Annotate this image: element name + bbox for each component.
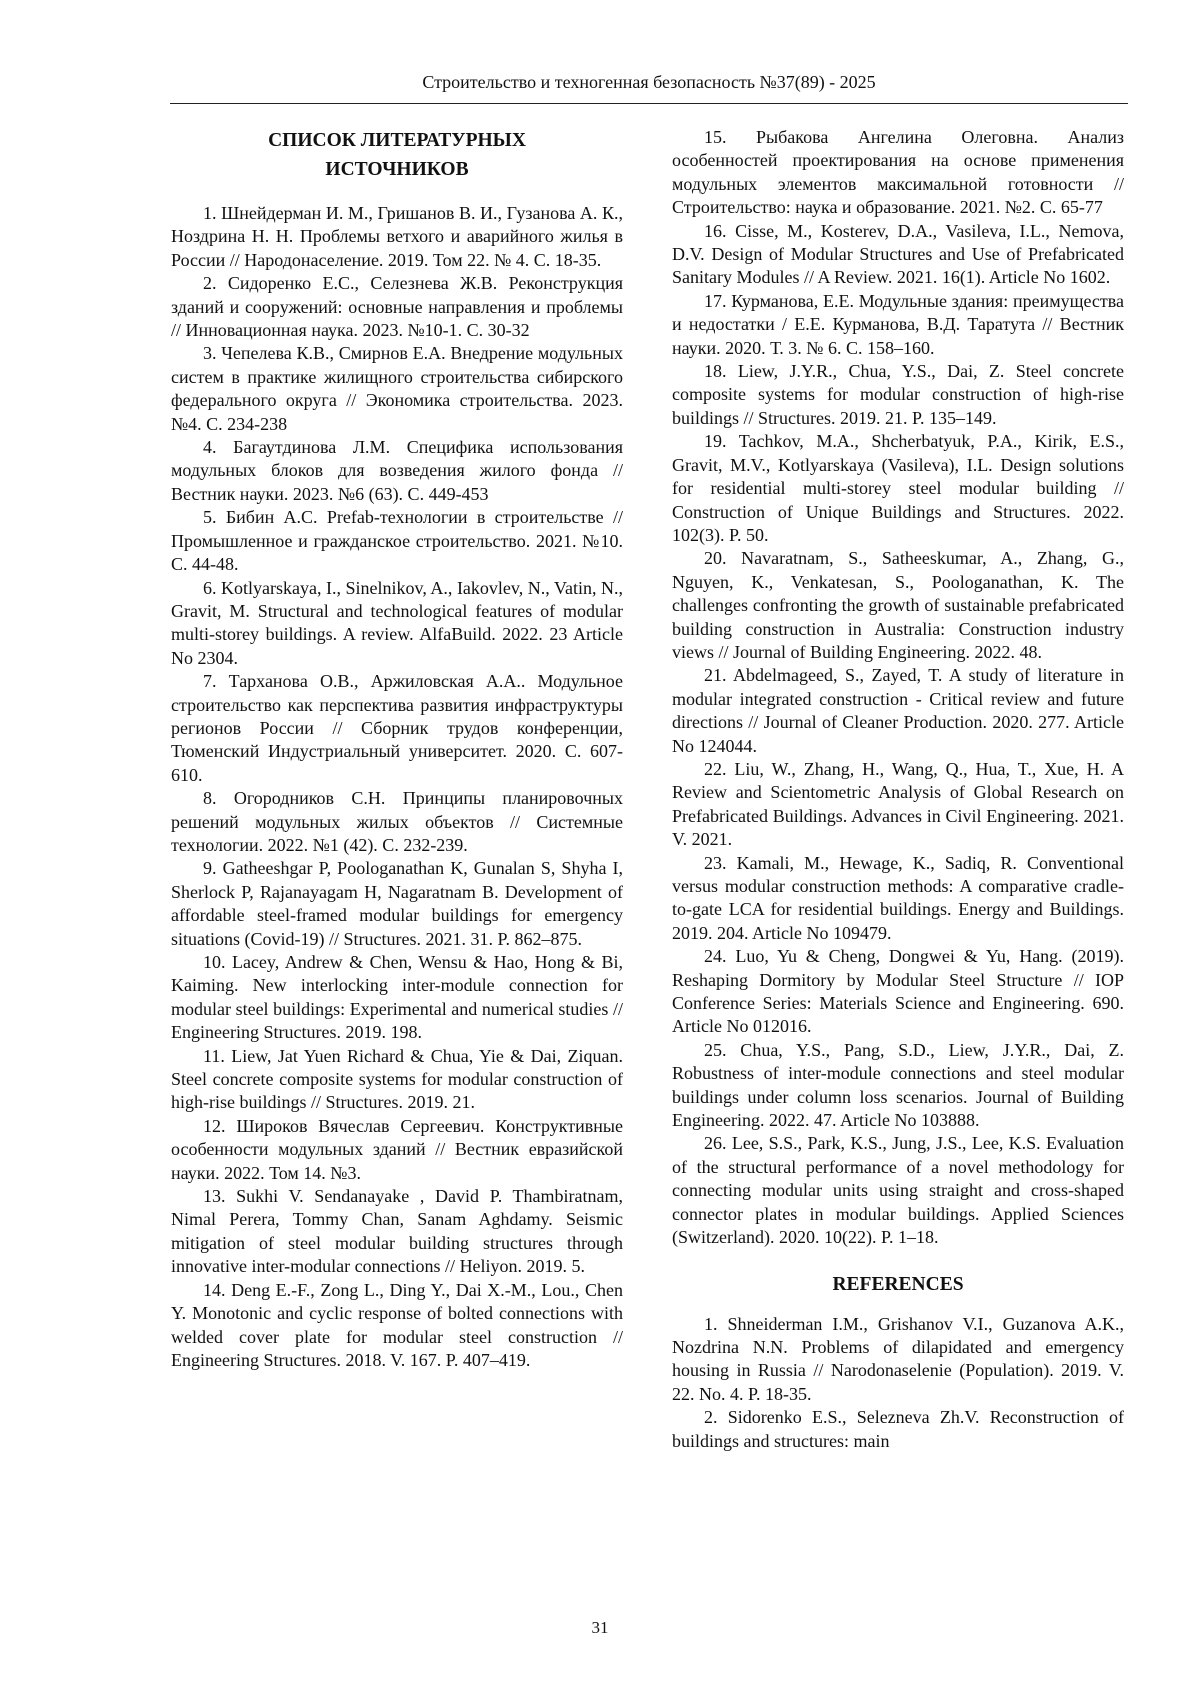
right-column — [672, 126, 1124, 1453]
reference-item: 2. Сидоренко Е.С., Селезнева Ж.В. Реконструкция зданий и сооружений: основные направления и проблемы // Инновационная наука. 2023. №10-1. С. 30-32 — [171, 273, 623, 341]
reference-item: 11. Liew, Jat Yuen Richard & Chua, Yie & Dai, Ziquan. Steel concrete composite systems for modular construction of high-rise buildings // Structures. 2019. 21. — [171, 1045, 623, 1113]
reference-item: 20. Navaratnam, S., Satheeskumar, A., Zhang, G., Nguyen, K., Venkatesan, S., Poologanathan, K. The challenges confronting the growth of sustainable prefabricated building construction in Australia: Construction industry views // Journal of Building Engineering. 2022. 48. — [672, 548, 1124, 662]
header-rule — [170, 103, 1128, 104]
reference-item: 12. Широков Вячеслав Сергеевич. Конструктивные особенности модульных зданий // Вестник евразийской науки. 2022. Том 14. №3. — [171, 1115, 623, 1183]
reference-item: 13. Sukhi V. Sendanayake , David P. Thambiratnam, Nimal Perera, Tommy Chan, Sanam Aghdamy. Seismic mitigation of steel modular building structures through innovative inter-modular connections // Heliyon. 2019. 5. — [171, 1186, 623, 1277]
reference-item: 8. Огородников С.Н. Принципы планировочных решений модульных жилых объектов // Системные технологии. 2022. №1 (42). С. 232-239. — [171, 788, 623, 855]
reference-item: 25. Chua, Y.S., Pang, S.D., Liew, J.Y.R., Dai, Z. Robustness of inter-module connections and steel modular buildings under column loss scenarios. Journal of Building Engineering. 2022. 47. Article No 103888. — [672, 1039, 1124, 1131]
reference-item: 3. Чепелева К.В., Смирнов Е.А. Внедрение модульных систем в практике жилищного строительства сибирского федерального округа // Экономика строительства. 2023. №4. С. 234-238 — [171, 343, 623, 434]
reference-item-en: 2. Sidorenko E.S., Selezneva Zh.V. Reconstruction of buildings and structures: main — [672, 1407, 1124, 1451]
reference-item: 14. Deng E.-F., Zong L., Ding Y., Dai X.-M., Lou., Chen Y. Monotonic and cyclic response of bolted connections with welded cover plate for modular steel construction // Engineering Structures. 2018. V. 167. P. 407–419. — [171, 1279, 623, 1370]
reference-item: 19. Tachkov, M.A., Shcherbatyuk, P.A., Kirik, E.S., Gravit, M.V., Kotlyarskaya (Vasileva), I.L. Design solutions for residential multi-storey steel modular building // Construction of Unique Buildings and Structures. 2022. 102(3). P. 50. — [672, 431, 1124, 545]
reference-item: 26. Lee, S.S., Park, K.S., Jung, J.S., Lee, K.S. Evaluation of the structural performance of a novel methodology for connecting modular units using straight and cross-shaped connector plates in modular buildings. Applied Sciences (Switzerland). 2020. 10(22). P. 1–18. — [672, 1133, 1124, 1248]
bibliography-title — [171, 126, 623, 184]
reference-item: 1. Шнейдерман И. М., Гришанов В. И., Гузанова А. К., Ноздрина Н. Н. Проблемы ветхого и аварийного жилья в России // Народонаселение. 2019. Том 22. № 4. С. 18-35. — [171, 203, 623, 270]
left-column — [171, 126, 623, 1372]
references-title: REFERENCES — [832, 1273, 964, 1295]
page-number: 31 — [591, 1618, 609, 1637]
reference-item: 17. Курманова, Е.Е. Модульные здания: преимущества и недостатки / Е.Е. Курманова, В.Д. Таратута // Вестник науки. 2020. Т. 3. № 6. С. 158–160. — [672, 290, 1124, 358]
reference-item: 23. Kamali, M., Hewage, K., Sadiq, R. Conventional versus modular construction methods: A comparative cradle-to-gate LCA for residential buildings. Energy and Buildings. 2019. 204. Article No 109479. — [672, 852, 1124, 943]
reference-item: 9. Gatheeshgar P, Poologanathan K, Gunalan S, Shyha I, Sherlock P, Rajanayagam H, Nagaratnam B. Development of affordable steel-framed modular buildings for emergency situations (Covid-19) // Structures. 2021. 31. P. 862–875. — [171, 858, 623, 949]
reference-item-en: 1. Shneiderman I.M., Grishanov V.I., Guzanova A.K., Nozdrina N.N. Problems of dilapidated and emergency housing in Russia // Narodonaselenie (Population). 2019. V. 22. No. 4. P. 18-35. — [672, 1313, 1124, 1404]
reference-item: 22. Liu, W., Zhang, H., Wang, Q., Hua, T., Xue, H. A Review and Scientometric Analysis of Global Research on Prefabricated Buildings. Advances in Civil Engineering. 2021. V. 2021. — [672, 758, 1124, 850]
reference-item: 6. Kotlyarskaya, I., Sinelnikov, A., Iakovlev, N., Vatin, N., Gravit, M. Structural and technological features of modular multi-storey buildings. A review. AlfaBuild. 2022. 23 Article No 2304. — [171, 577, 623, 668]
bibliography-title-line-1: СПИСОК ЛИТЕРАТУРНЫХ — [268, 130, 526, 151]
journal-header: Строительство и техногенная безопасность №37(89) - 2025 — [422, 72, 876, 92]
reference-item: 15. Рыбакова Ангелина Олеговна. Анализ особенностей проектирования на основе применения модульных элементов максимальной готовности // Строительство: наука и образование. 2021. №2. С. 65-77 — [672, 127, 1124, 218]
reference-item: 5. Бибин А.С. Prefab-технологии в строительстве // Промышленное и гражданское строительство. 2021. №10. С. 44-48. — [171, 507, 623, 575]
reference-item: 16. Cisse, M., Kosterev, D.A., Vasileva, I.L., Nemova, D.V. Design of Modular Structures and Use of Prefabricated Sanitary Modules // A Review. 2021. 16(1). Article No 1602. — [672, 220, 1124, 288]
bibliography-title-line-2: ИСТОЧНИКОВ — [325, 159, 469, 180]
reference-item: 4. Багаутдинова Л.М. Специфика использования модульных блоков для возведения жилого фонда // Вестник науки. 2023. №6 (63). С. 449-453 — [171, 437, 623, 504]
reference-item: 18. Liew, J.Y.R., Chua, Y.S., Dai, Z. Steel concrete composite systems for modular construction of high-rise buildings // Structures. 2019. 21. P. 135–149. — [672, 361, 1124, 428]
reference-item: 21. Abdelmageed, S., Zayed, T. A study of literature in modular integrated construction - Critical review and future directions // Journal of Cleaner Production. 2020. 277. Article No 124044. — [672, 665, 1124, 756]
reference-item: 24. Luo, Yu & Cheng, Dongwei & Yu, Hang. (2019). Reshaping Dormitory by Modular Steel Structure // IOP Conference Series: Materials Science and Engineering. 690. Article No 012016. — [672, 946, 1124, 1037]
reference-item: 7. Тарханова О.В., Аржиловская А.А.. Модульное строительство как перспектива развития инфраструктуры регионов России // Сборник трудов конференции, Тюменский Индустриальный университет. 2020. С. 607-610. — [171, 671, 623, 785]
reference-item: 10. Lacey, Andrew & Chen, Wensu & Hao, Hong & Bi, Kaiming. New interlocking inter-module connection for modular steel buildings: Experimental and numerical studies // Engineering Structures. 2019. 198. — [171, 952, 623, 1043]
